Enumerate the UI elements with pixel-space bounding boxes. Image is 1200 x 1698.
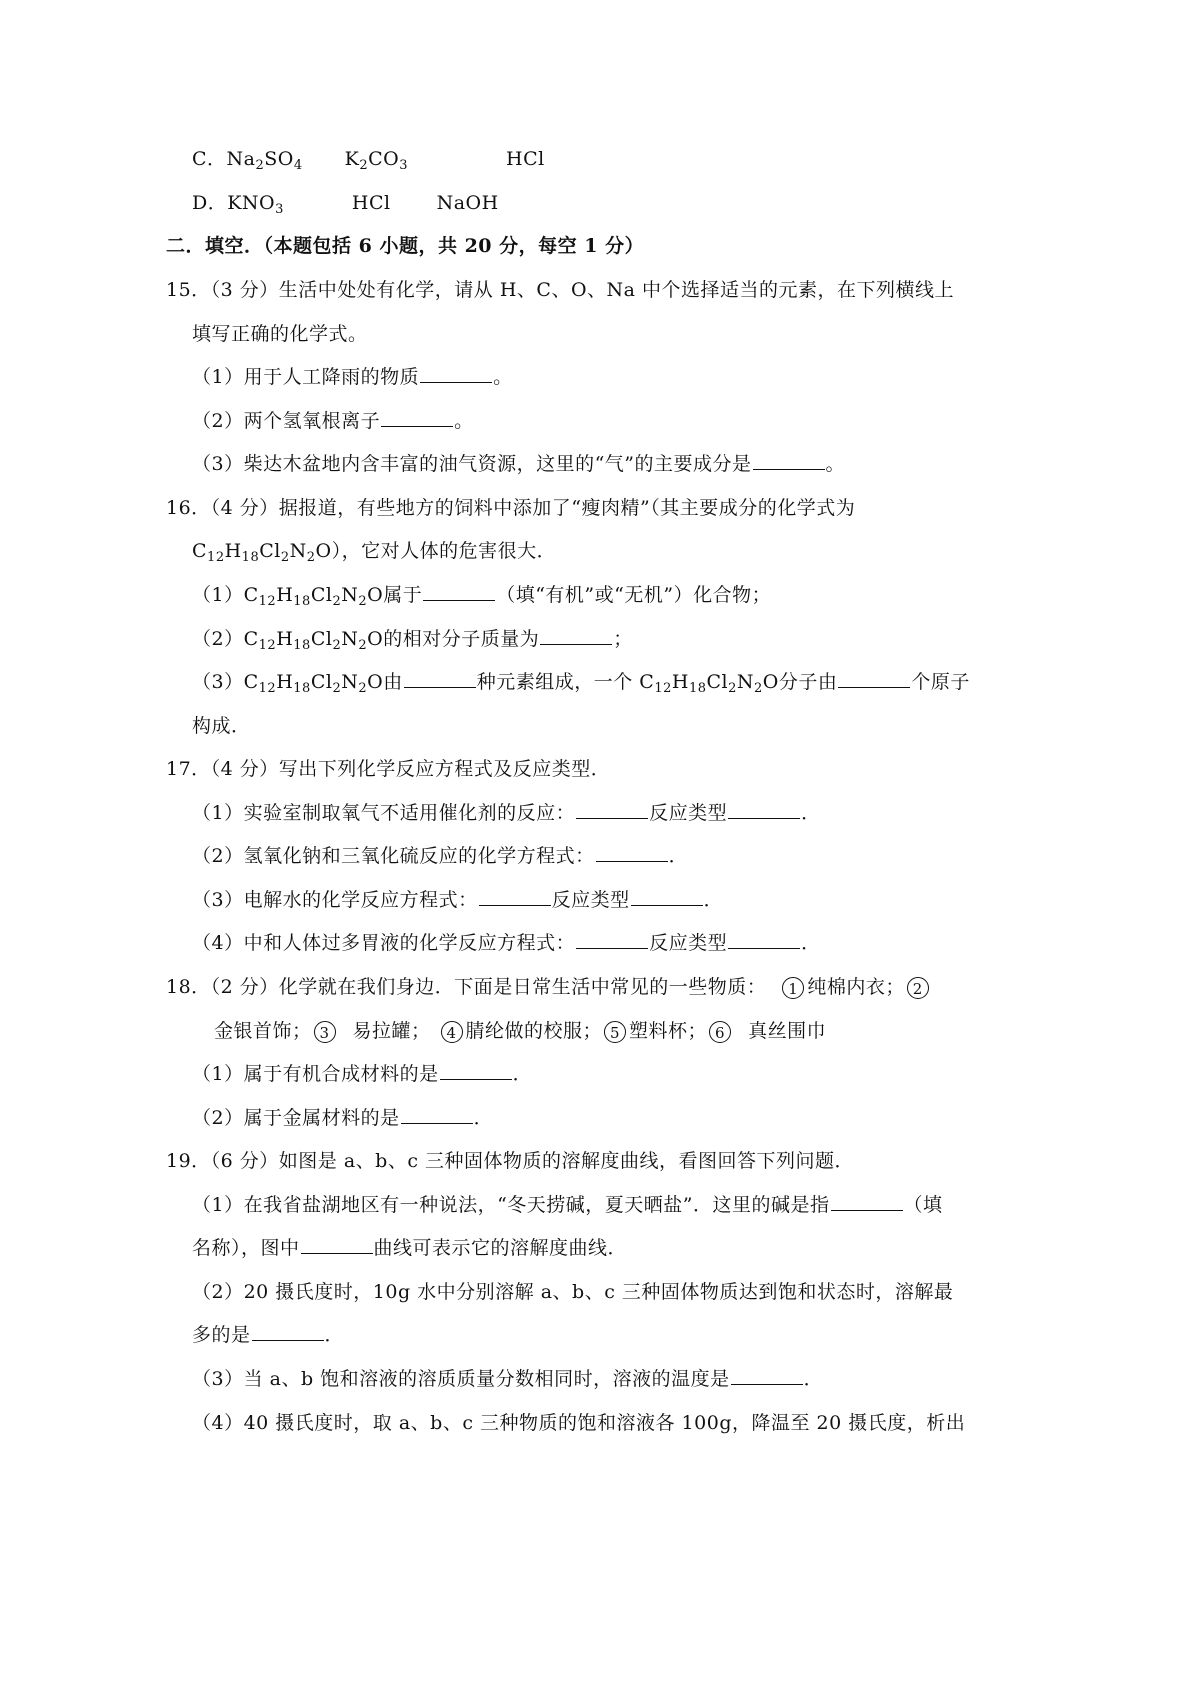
- q16-stem-line1: 16．（4 分）据报道，有些地方的饲料中添加了“瘦肉精”（其主要成分的化学式为: [166, 497, 856, 519]
- answer-blank[interactable]: [404, 669, 476, 688]
- formula-clenbuterol: $C_{12}H_{18}Cl_2N_2O$: [243, 584, 384, 609]
- answer-blank[interactable]: [753, 451, 825, 470]
- q19-part3: （3）当 a、b 饱和溶液的溶质质量分数相同时，溶液的温度是 ．: [192, 1368, 824, 1390]
- answer-blank[interactable]: [728, 930, 800, 949]
- formula-hcl: HCl: [351, 192, 391, 214]
- q19-part2-line1: （2）20 摄氏度时，10g 水中分别溶解 a、b、c 三种固体物质达到饱和状态时，溶解最: [192, 1281, 954, 1303]
- formula-na2so4: $Na_2SO_4$: [226, 148, 303, 173]
- q15-stem-line2: 填写正确的化学式。: [192, 323, 368, 345]
- q18-part2: （2）属于金属材料的是 ．: [192, 1107, 494, 1129]
- answer-blank[interactable]: [576, 800, 648, 819]
- circled-number-3: 3: [314, 1021, 336, 1043]
- q18-stem: 18．（2 分）化学就在我们身边．下面是日常生活中常见的一些物质： 1 纯棉内衣； 2: [166, 974, 932, 1000]
- q15-part2: （2）两个氢氧根离子 。: [192, 410, 474, 432]
- answer-blank[interactable]: [423, 582, 495, 601]
- q16-part2: $(2)C_{12}H_{18}Cl_2N_2O$的相对分子质量为 ；: [192, 628, 633, 653]
- answer-blank[interactable]: [596, 843, 668, 862]
- answer-blank[interactable]: [381, 408, 453, 427]
- formula-kno3: $KNO_3$: [227, 192, 284, 217]
- option-d-label: D．: [192, 192, 228, 214]
- q17-part1: （1）实验室制取氧气不适用催化剂的反应： 反应类型 ．: [192, 802, 821, 824]
- formula-clenbuterol: $C_{12}H_{18}Cl_2N_2O$: [243, 671, 384, 696]
- q15-part1: （1）用于人工降雨的物质 。: [192, 366, 513, 388]
- option-c: [192, 146, 545, 172]
- q16-part3: $(3)C_{12}H_{18}Cl_2N_2O$由 种元素组成，一个 $C_{12}H_{18}Cl_2N_2O$分子由 个原子: [192, 671, 970, 696]
- q18-part1: （1）属于有机合成材料的是 ．: [192, 1063, 533, 1085]
- answer-blank[interactable]: [420, 364, 492, 383]
- formula-clenbuterol: $C_{12}H_{18}Cl_2N_2O$: [639, 671, 779, 696]
- formula-clenbuterol: $C_{12}H_{18}Cl_2N_2O$: [243, 628, 384, 653]
- q17-part2: （2）氢氧化钠和三氧化硫反应的化学方程式： ．: [192, 845, 689, 867]
- answer-blank[interactable]: [252, 1322, 324, 1341]
- circled-number-5: 5: [604, 1021, 626, 1043]
- answer-blank[interactable]: [731, 1366, 803, 1385]
- q19-part1-line2: 名称），图中 曲线可表示它的溶解度曲线．: [192, 1237, 628, 1259]
- answer-blank[interactable]: [440, 1061, 512, 1080]
- circled-number-6: 6: [709, 1021, 731, 1043]
- answer-blank[interactable]: [728, 800, 800, 819]
- q19-stem: 19．（6 分）如图是 a、b、c 三种固体物质的溶解度曲线，看图回答下列问题．: [166, 1150, 855, 1172]
- q16-part3-line2: 构成．: [192, 715, 251, 737]
- answer-blank[interactable]: [401, 1105, 473, 1124]
- q18-items: 金银首饰； 3 易拉罐； 4 腈纶做的校服； 5 塑料杯； 6 真丝围巾: [214, 1020, 827, 1042]
- circled-number-2: 2: [907, 977, 929, 999]
- answer-blank[interactable]: [831, 1192, 903, 1211]
- formula-clenbuterol: $C_{12}H_{18}Cl_2N_2O$: [192, 540, 332, 565]
- formula-naoh: NaOH: [436, 192, 499, 214]
- q19-part2-line2: 多的是 ．: [192, 1324, 345, 1346]
- circled-number-4: 4: [441, 1021, 463, 1043]
- answer-blank[interactable]: [631, 887, 703, 906]
- answer-blank[interactable]: [576, 930, 648, 949]
- formula-k2co3: $K_2CO_3$: [344, 148, 409, 173]
- q15-stem-line1: 15．（3 分）生活中处处有化学，请从 H、C、O、Na 中个选择适当的元素，在下列横线上: [166, 279, 955, 301]
- section-heading: 二．填空．（本题包括 6 小题，共 20 分，每空 1 分）: [166, 235, 645, 257]
- q17-part4: （4）中和人体过多胃液的化学反应方程式： 反应类型 ．: [192, 932, 821, 954]
- q19-part1-line1: （1）在我省盐湖地区有一种说法，“冬天捞碱，夏天晒盐”．这里的碱是指 （填: [192, 1194, 943, 1216]
- formula-hcl: HCl: [506, 148, 545, 170]
- option-d: [192, 190, 499, 216]
- circled-number-1: 1: [782, 977, 804, 999]
- q15-part3: （3）柴达木盆地内含丰富的油气资源，这里的“气”的主要成分是 。: [192, 453, 846, 475]
- answer-blank[interactable]: [479, 887, 551, 906]
- option-c-label: C．: [192, 148, 227, 170]
- q17-part3: （3）电解水的化学反应方程式： 反应类型 ．: [192, 889, 724, 911]
- answer-blank[interactable]: [540, 626, 612, 645]
- q17-stem: 17．（4 分）写出下列化学反应方程式及反应类型．: [166, 758, 611, 780]
- q19-part4: （4）40 摄氏度时，取 a、b、c 三种物质的饱和溶液各 100g，降温至 20 摄氏度，析出: [192, 1412, 966, 1434]
- q16-stem-line2: $C_{12}H_{18}Cl_2N_2O$），它对人体的危害很大．: [192, 540, 557, 565]
- answer-blank[interactable]: [838, 669, 910, 688]
- q16-part1: $(1)C_{12}H_{18}Cl_2N_2O$属于 （填“有机”或“无机”）化合物；: [192, 584, 772, 609]
- answer-blank[interactable]: [301, 1235, 373, 1254]
